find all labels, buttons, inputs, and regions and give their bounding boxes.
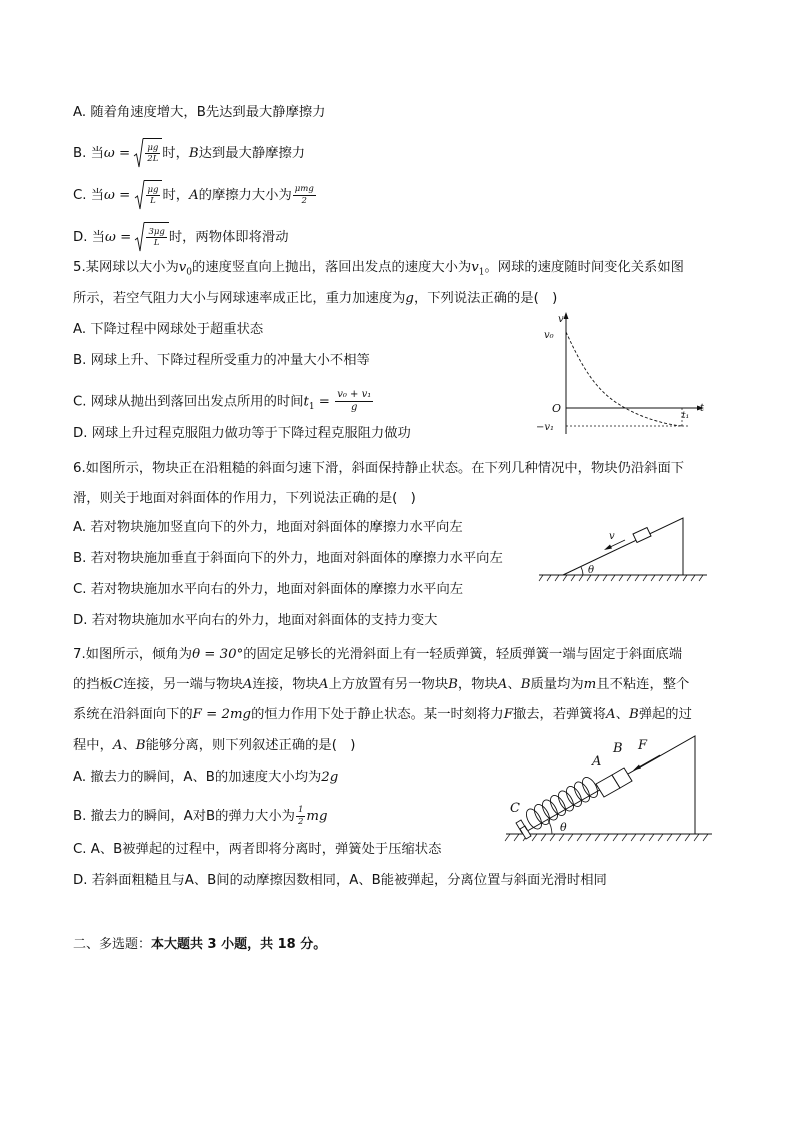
neg-v1-label: −v₁ bbox=[536, 422, 555, 433]
v0-label: v₀ bbox=[544, 330, 554, 341]
sqrt-symbol: $\frac{\mu g}{L}$ bbox=[135, 180, 163, 210]
q5-option-d: D. 网球上升过程克服阻力做功等于下降过程克服阻力做功 bbox=[73, 426, 411, 441]
q7-option-a: A. 撤去力的瞬间，A、B的加速度大小均为2g bbox=[73, 770, 339, 785]
force-f-label: F bbox=[638, 738, 648, 753]
q7-spring-incline-figure bbox=[500, 732, 720, 847]
q7-stem-line1: 7.如图所示，倾角为θ = 30°的固定足够长的光滑斜面上有一轻质弹簧，轻质弹簧一端与固定于斜面底端 bbox=[73, 647, 683, 662]
q6-option-c: C. 若对物块施加水平向右的外力，地面对斜面体的摩擦力水平向左 bbox=[73, 582, 464, 597]
q7-stem-line3: 系统在沿斜面向下的F = 2mg的恒力作用下处于静止状态。某一时刻将力F撤去，若弹簧将A、B弹起的过 bbox=[73, 707, 692, 722]
t-axis-label: t bbox=[700, 403, 705, 414]
sqrt-symbol: $\frac{3\mu g}{L}$ bbox=[135, 222, 168, 252]
q5-option-a: A. 下降过程中网球处于超重状态 bbox=[73, 322, 264, 337]
v-axis-label: v bbox=[558, 314, 564, 325]
q5-option-c: C. 网球从抛出到落回出发点所用的时间$t_1$ = $\frac{\text{v₀ + v₁}}{g}$ bbox=[73, 389, 372, 413]
q7-stem-line4: 程中，A、B能够分离，则下列叙述正确的是( ) bbox=[73, 738, 356, 753]
block-b-label: B bbox=[613, 741, 623, 756]
sqrt-symbol: $\frac{\mu g}{2L}$ bbox=[134, 138, 162, 168]
q4-option-a: A. 随着角速度增大，B先达到最大静摩擦力 bbox=[73, 105, 326, 120]
t1-label: t₁ bbox=[682, 411, 690, 421]
section-heading: 二、多选题：本大题共 3 小题，共 18 分。 bbox=[73, 937, 327, 952]
q4-option-b: B. 当ω = $\frac{\mu g}{2L}$ 时，B达到最大静摩擦力 bbox=[73, 138, 305, 168]
q6-stem-line2: 滑，则关于地面对斜面体的作用力，下列说法正确的是( ) bbox=[73, 491, 416, 506]
q4-option-d: D. 当ω = $\frac{3\mu g}{L}$ 时，两物体即将滑动 bbox=[73, 222, 289, 252]
theta-label: θ bbox=[560, 821, 567, 834]
q7-option-d: D. 若斜面粗糙且与A、B间的动摩擦因数相同，A、B能被弹起，分离位置与斜面光滑时相同 bbox=[73, 873, 607, 888]
origin-label: O bbox=[552, 402, 562, 415]
baffle-c-label: C bbox=[510, 801, 520, 816]
q4-option-c: C. 当ω = $\frac{\mu g}{L}$ 时，A的摩擦力大小为 $\frac{\text{μmg}}{2}$ bbox=[73, 180, 317, 210]
q7-stem-line2: 的挡板C连接，另一端与物块A连接，物块A上方放置有另一物块B，物块A、B质量均为m且不粘连，整个 bbox=[73, 677, 690, 692]
q6-incline-figure bbox=[535, 512, 715, 587]
block-a-label: A bbox=[592, 754, 602, 769]
q5-vt-graph bbox=[530, 310, 710, 440]
q5-stem-line2: 所示，若空气阻力大小与网球速率成正比，重力加速度为g，下列说法正确的是( ) bbox=[73, 291, 558, 306]
q6-option-a: A. 若对物块施加竖直向下的外力，地面对斜面体的摩擦力水平向左 bbox=[73, 520, 463, 535]
theta-label: θ bbox=[588, 565, 595, 576]
q5-option-b: B. 网球上升、下降过程所受重力的冲量大小不相等 bbox=[73, 353, 370, 368]
q7-option-b: B. 撤去力的瞬间，A对B的弹力大小为 $\frac{1}{2}$ mg bbox=[73, 805, 328, 827]
q6-option-b: B. 若对物块施加垂直于斜面向下的外力，地面对斜面体的摩擦力水平向左 bbox=[73, 551, 503, 566]
q7-option-c: C. A、B被弹起的过程中，两者即将分离时，弹簧处于压缩状态 bbox=[73, 842, 442, 857]
velocity-label: v bbox=[609, 531, 615, 542]
q6-stem-line1: 6.如图所示，物块正在沿粗糙的斜面匀速下滑，斜面保持静止状态。在下列几种情况中，物块仍沿斜面下 bbox=[73, 461, 685, 476]
q6-option-d: D. 若对物块施加水平向右的外力，地面对斜面体的支持力变大 bbox=[73, 613, 438, 628]
q5-stem-line1: 5.某网球以大小为$v_0$的速度竖直向上抛出，落回出发点的速度大小为$v_1$。网球的速度随时间变化关系如图 bbox=[73, 260, 684, 278]
